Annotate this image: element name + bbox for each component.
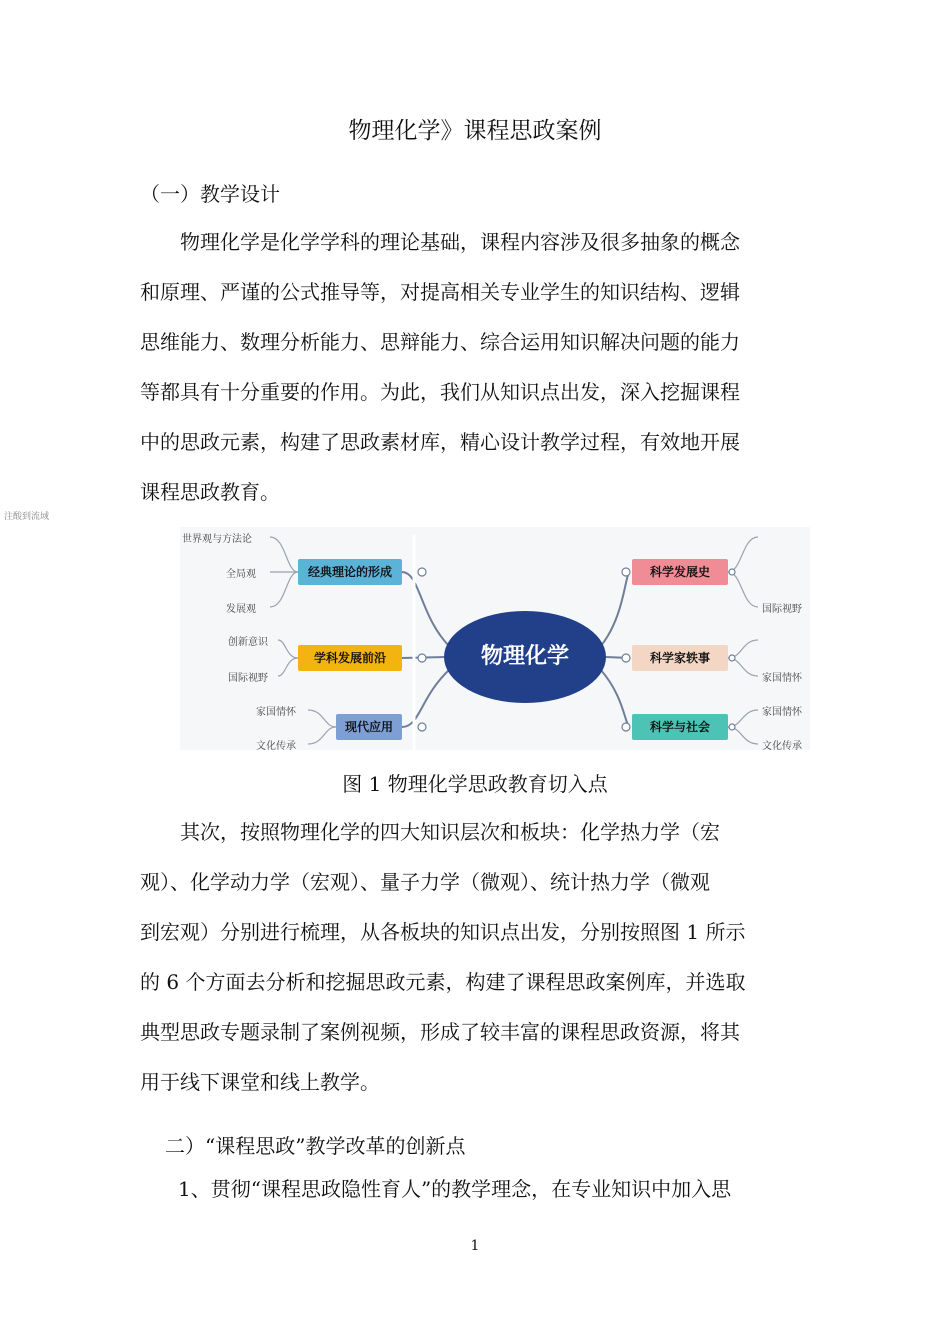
leaf-worldview: 世界观与方法论 <box>182 534 252 545</box>
leaf-patriotism-right-1: 家国情怀 <box>762 673 802 684</box>
paragraph-knowledge-modules <box>140 807 820 1107</box>
text-line: 等都具有十分重要的作用。为此，我们从知识点出发，深入挖掘课程 <box>140 380 740 404</box>
branch-modern-application: 现代应用 <box>336 714 402 740</box>
leaf-global-view: 全局观 <box>226 569 256 580</box>
text-line: 和原理、严谨的公式推导等，对提高相关专业学生的知识结构、逻辑 <box>140 280 740 304</box>
section-heading-teaching-design: （一）教学设计 <box>140 182 280 206</box>
text-line: 中的思政元素，构建了思政素材库，精心设计教学过程，有效地开展 <box>140 430 740 454</box>
leaf-patriotism: 家国情怀 <box>256 707 296 718</box>
branch-scientist-anecdotes: 科学家轶事 <box>632 645 728 671</box>
text-line: 典型思政专题录制了案例视频，形成了较丰富的课程思政资源，将其 <box>140 1020 740 1044</box>
leaf-international-vision-right: 国际视野 <box>762 604 802 615</box>
leaf-culture: 文化传承 <box>256 741 296 750</box>
paragraph-intro <box>140 217 820 517</box>
text-line: 到宏观）分别进行梳理，从各板块的知识点出发，分别按照图 1 所示 <box>140 920 746 944</box>
section-heading-innovation: 二）“课程思政”教学改革的创新点 <box>165 1134 466 1158</box>
page-number: 1 <box>470 1238 480 1254</box>
text-line: 课程思政教育。 <box>140 480 280 504</box>
text-line: 的 6 个方面去分析和挖掘思政元素，构建了课程思政案例库，并选取 <box>140 970 746 994</box>
page-title: 物理化学》课程思政案例 <box>348 118 602 144</box>
leaf-development-view: 发展观 <box>226 604 256 615</box>
margin-note: 注酸到流域 <box>4 512 50 522</box>
text-line: 物理化学是化学学科的理论基础，课程内容涉及很多抽象的概念 <box>140 230 740 254</box>
mindmap-center-node: 物理化学 <box>444 611 606 703</box>
text-line: 思维能力、数理分析能力、思辩能力、综合运用知识解决问题的能力 <box>140 330 740 354</box>
branch-frontier: 学科发展前沿 <box>298 645 402 671</box>
text-line: 用于线下课堂和线上教学。 <box>140 1070 380 1094</box>
branch-classic-theory: 经典理论的形成 <box>298 559 402 585</box>
leaf-culture-right: 文化传承 <box>762 741 802 750</box>
leaf-patriotism-right-2: 家国情怀 <box>762 707 802 718</box>
leaf-international-vision: 国际视野 <box>228 673 268 684</box>
leaf-innovation: 创新意识 <box>228 637 268 648</box>
text-line: 观）、化学动力学（宏观）、量子力学（微观）、统计热力学（微观 <box>140 870 710 894</box>
branch-science-history: 科学发展史 <box>632 559 728 585</box>
figure-caption: 图 1 物理化学思政教育切入点 <box>342 772 608 796</box>
paragraph-point-one: 1、贯彻“课程思政隐性育人”的教学理念，在专业知识中加入思 <box>178 1177 732 1201</box>
mindmap-figure <box>180 527 810 750</box>
branch-science-society: 科学与社会 <box>632 714 728 740</box>
text-line: 其次，按照物理化学的四大知识层次和板块：化学热力学（宏 <box>140 820 720 844</box>
